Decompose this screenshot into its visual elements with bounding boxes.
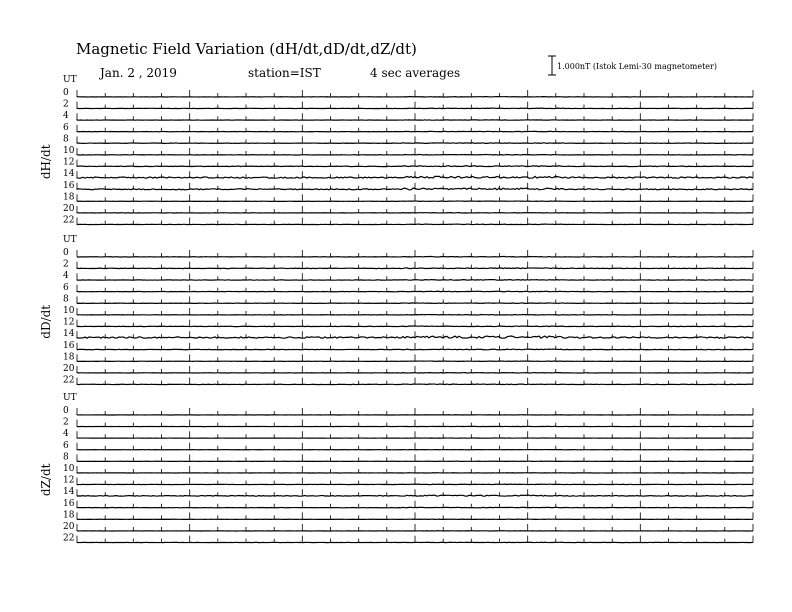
hour-ticks — [77, 431, 753, 438]
hour-ticks — [77, 501, 753, 508]
hour-label: 16 — [63, 340, 75, 351]
hour-ticks — [77, 125, 753, 132]
hour-label: 16 — [63, 498, 75, 509]
hour-ticks — [77, 366, 753, 373]
hour-label: 2 — [63, 417, 69, 428]
hour-label: 12 — [63, 317, 75, 328]
hour-label: 10 — [63, 306, 75, 316]
hour-label: 2 — [63, 259, 69, 270]
hour-ticks — [77, 420, 753, 427]
hour-ticks — [77, 443, 753, 450]
hour-label: 18 — [63, 352, 75, 363]
hour-ticks — [77, 320, 753, 327]
hour-label: 22 — [63, 533, 75, 544]
hour-label: 8 — [63, 294, 69, 305]
hour-label: 0 — [63, 406, 69, 416]
hour-ticks — [77, 408, 753, 415]
hour-label: 10 — [63, 464, 75, 474]
hour-label: 20 — [63, 204, 75, 214]
panel-dz-dt — [39, 393, 753, 544]
hour-ticks — [77, 466, 753, 473]
hour-ticks — [77, 512, 753, 519]
hour-ticks — [77, 262, 753, 269]
hour-label: 22 — [63, 375, 75, 386]
hour-ticks — [77, 218, 753, 225]
panel-ylabel: dZ/dt — [39, 463, 53, 497]
ut-label: UT — [63, 75, 77, 85]
hour-ticks — [77, 206, 753, 213]
hour-ticks — [77, 296, 753, 303]
hour-label: 6 — [63, 440, 69, 451]
hour-label: 20 — [63, 522, 75, 532]
panel-ylabel: dD/dt — [39, 304, 53, 339]
panel-dh-dt — [39, 75, 753, 226]
hour-label: 14 — [63, 487, 75, 498]
hour-label: 22 — [63, 215, 75, 226]
hour-label: 10 — [63, 146, 75, 156]
hour-ticks — [77, 343, 753, 350]
hour-ticks — [77, 308, 753, 315]
hour-ticks — [77, 478, 753, 485]
hour-label: 0 — [63, 88, 69, 98]
hour-label: 4 — [63, 429, 69, 440]
panels-group — [39, 75, 753, 544]
hour-ticks — [77, 148, 753, 155]
hour-ticks — [77, 90, 753, 97]
hour-label: 18 — [63, 510, 75, 521]
panel-ylabel: dH/dt — [39, 144, 53, 180]
hour-label: 12 — [63, 157, 75, 168]
ut-label: UT — [63, 393, 77, 403]
hour-ticks — [77, 250, 753, 257]
hour-label: 16 — [63, 180, 75, 191]
hour-label: 6 — [63, 122, 69, 133]
hour-label: 20 — [63, 364, 75, 374]
hour-ticks — [77, 194, 753, 201]
hour-label: 4 — [63, 271, 69, 282]
hour-label: 8 — [63, 452, 69, 463]
hour-ticks — [77, 160, 753, 167]
ut-label: UT — [63, 235, 77, 245]
hour-ticks — [77, 354, 753, 361]
averaging-label: 4 sec averages — [370, 66, 461, 80]
hour-ticks — [77, 536, 753, 543]
date-label: Jan. 2 , 2019 — [100, 66, 177, 80]
hour-ticks — [77, 136, 753, 143]
hour-label: 8 — [63, 134, 69, 145]
hour-label: 2 — [63, 99, 69, 110]
chart-title: Magnetic Field Variation (dH/dt,dD/dt,dZ/dt) — [76, 40, 417, 58]
scale-bar — [548, 56, 556, 75]
hour-label: 4 — [63, 111, 69, 122]
hour-ticks — [77, 524, 753, 531]
panel-dd-dt — [39, 235, 753, 386]
hour-ticks — [77, 378, 753, 385]
station-label: station=IST — [248, 66, 321, 80]
hour-ticks — [77, 285, 753, 292]
hour-label: 12 — [63, 475, 75, 486]
hour-ticks — [77, 102, 753, 109]
hour-ticks — [77, 273, 753, 280]
scale-bar-label: 1.000nT (Istok Lemi-30 magnetometer) — [557, 62, 717, 71]
hour-label: 14 — [63, 329, 75, 340]
hour-ticks — [77, 454, 753, 461]
hour-label: 14 — [63, 169, 75, 180]
hour-label: 6 — [63, 282, 69, 293]
hour-label: 0 — [63, 248, 69, 258]
hour-label: 18 — [63, 192, 75, 203]
hour-ticks — [77, 113, 753, 120]
